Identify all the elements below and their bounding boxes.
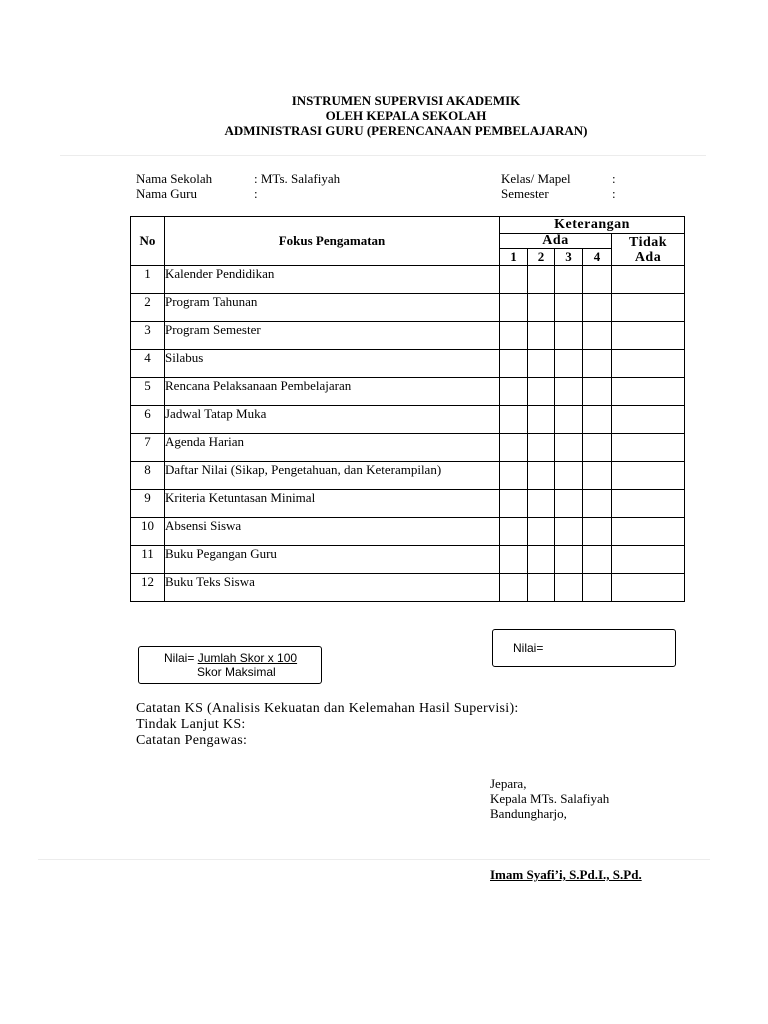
cell-score-1[interactable] — [500, 406, 528, 434]
cell-score-4[interactable] — [583, 350, 612, 378]
notes-section — [136, 701, 519, 749]
row-number: 2 — [131, 294, 165, 322]
header-fokus-pengamatan: Fokus Pengamatan — [165, 217, 500, 266]
header-score-2: 2 — [528, 249, 555, 266]
cell-tidak-ada[interactable] — [612, 322, 685, 350]
cell-score-3[interactable] — [555, 266, 583, 294]
row-number: 11 — [131, 546, 165, 574]
cell-score-1[interactable] — [500, 546, 528, 574]
kelas-mapel-label: Kelas/ Mapel — [501, 171, 571, 186]
cell-score-1[interactable] — [500, 378, 528, 406]
table-row — [131, 322, 685, 350]
row-number: 8 — [131, 462, 165, 490]
cell-score-2[interactable] — [528, 546, 555, 574]
cell-score-3[interactable] — [555, 350, 583, 378]
tindak-lanjut-ks: Tindak Lanjut KS: — [136, 717, 246, 732]
cell-score-3[interactable] — [555, 518, 583, 546]
catatan-pengawas: Catatan Pengawas: — [136, 733, 248, 748]
table-row — [131, 294, 685, 322]
formula-numerator-line — [164, 651, 297, 665]
table-row — [131, 490, 685, 518]
header-score-4: 4 — [583, 249, 612, 266]
cell-score-1[interactable] — [500, 462, 528, 490]
formula-prefix: Nilai= — [164, 651, 198, 665]
cell-tidak-ada[interactable] — [612, 294, 685, 322]
row-fokus: Agenda Harian — [165, 434, 500, 462]
cell-tidak-ada[interactable] — [612, 378, 685, 406]
cell-score-2[interactable] — [528, 490, 555, 518]
cell-score-4[interactable] — [583, 266, 612, 294]
kelas-mapel-value: : — [612, 171, 616, 186]
cell-score-1[interactable] — [500, 574, 528, 602]
cell-score-2[interactable] — [528, 378, 555, 406]
signer-name: Imam Syafi’i, S.Pd.I., S.Pd. — [490, 867, 642, 882]
row-fokus: Buku Teks Siswa — [165, 574, 500, 602]
table-row — [131, 546, 685, 574]
header-score-1: 1 — [500, 249, 528, 266]
signature-block — [490, 776, 609, 821]
header-tidak-ada-line2: Ada — [634, 250, 662, 265]
semester-value: : — [612, 186, 616, 201]
signature-location: Bandungharjo, — [490, 806, 567, 821]
cell-tidak-ada[interactable] — [612, 406, 685, 434]
cell-score-4[interactable] — [583, 518, 612, 546]
table-row — [131, 350, 685, 378]
row-fokus: Buku Pegangan Guru — [165, 546, 500, 574]
cell-score-3[interactable] — [555, 294, 583, 322]
cell-score-3[interactable] — [555, 322, 583, 350]
nama-guru-value: : — [254, 186, 258, 201]
info-left — [136, 171, 376, 203]
row-fokus: Rencana Pelaksanaan Pembelajaran — [165, 378, 500, 406]
header-tidak-ada — [612, 234, 685, 266]
row-number: 1 — [131, 266, 165, 294]
cell-score-3[interactable] — [555, 574, 583, 602]
cell-score-3[interactable] — [555, 406, 583, 434]
table-row — [131, 266, 685, 294]
cell-score-2[interactable] — [528, 350, 555, 378]
nama-guru-label: Nama Guru — [136, 186, 198, 201]
row-number: 10 — [131, 518, 165, 546]
title-line-3: ADMINISTRASI GURU (PERENCANAAN PEMBELAJARAN) — [224, 123, 588, 138]
cell-score-4[interactable] — [583, 462, 612, 490]
formula-denominator: Skor Maksimal — [197, 665, 276, 679]
row-number: 7 — [131, 434, 165, 462]
nilai-box[interactable] — [492, 629, 676, 667]
row-number: 4 — [131, 350, 165, 378]
header-no: No — [131, 217, 165, 266]
nilai-label: Nilai= — [513, 641, 544, 655]
cell-score-1[interactable] — [500, 266, 528, 294]
cell-score-4[interactable] — [583, 378, 612, 406]
observation-table — [130, 216, 685, 602]
cell-score-4[interactable] — [583, 434, 612, 462]
cell-score-3[interactable] — [555, 462, 583, 490]
cell-tidak-ada[interactable] — [612, 490, 685, 518]
cell-score-1[interactable] — [500, 322, 528, 350]
cell-score-1[interactable] — [500, 490, 528, 518]
cell-score-4[interactable] — [583, 322, 612, 350]
table-row — [131, 518, 685, 546]
cell-score-4[interactable] — [583, 490, 612, 518]
info-right — [501, 171, 631, 203]
header-tidak-ada-line1: Tidak — [629, 235, 668, 250]
document-title — [0, 93, 768, 138]
cell-score-3[interactable] — [555, 546, 583, 574]
cell-score-4[interactable] — [583, 546, 612, 574]
cell-tidak-ada[interactable] — [612, 266, 685, 294]
row-fokus: Daftar Nilai (Sikap, Pengetahuan, dan Keterampilan) — [165, 462, 500, 490]
cell-tidak-ada[interactable] — [612, 574, 685, 602]
row-fokus: Kriteria Ketuntasan Minimal — [165, 490, 500, 518]
cell-score-3[interactable] — [555, 490, 583, 518]
cell-score-4[interactable] — [583, 406, 612, 434]
row-number: 12 — [131, 574, 165, 602]
table-row — [131, 462, 685, 490]
catatan-ks: Catatan KS (Analisis Kekuatan dan Kelemahan Hasil Supervisi): — [136, 701, 519, 716]
cell-tidak-ada[interactable] — [612, 434, 685, 462]
nama-sekolah-label: Nama Sekolah — [136, 171, 213, 186]
cell-score-2[interactable] — [528, 518, 555, 546]
row-fokus: Program Tahunan — [165, 294, 500, 322]
cell-score-1[interactable] — [500, 434, 528, 462]
cell-tidak-ada[interactable] — [612, 462, 685, 490]
header-ada: Ada — [500, 234, 612, 249]
signature-place: Jepara, — [490, 776, 527, 791]
score-formula-box — [138, 646, 322, 684]
row-fokus: Silabus — [165, 350, 500, 378]
row-fokus: Jadwal Tatap Muka — [165, 406, 500, 434]
nama-sekolah-value: : MTs. Salafiyah — [254, 171, 341, 186]
semester-label: Semester — [501, 186, 549, 201]
cell-score-2[interactable] — [528, 462, 555, 490]
cell-tidak-ada[interactable] — [612, 518, 685, 546]
row-number: 5 — [131, 378, 165, 406]
table-row — [131, 434, 685, 462]
row-number: 3 — [131, 322, 165, 350]
row-fokus: Program Semester — [165, 322, 500, 350]
cell-score-1[interactable] — [500, 294, 528, 322]
cell-score-1[interactable] — [500, 350, 528, 378]
table-row — [131, 378, 685, 406]
cell-score-4[interactable] — [583, 574, 612, 602]
formula-numerator: Jumlah Skor x 100 — [197, 651, 298, 665]
row-number: 9 — [131, 490, 165, 518]
signature-position: Kepala MTs. Salafiyah — [490, 791, 610, 806]
cell-score-2[interactable] — [528, 434, 555, 462]
header-score-3: 3 — [555, 249, 583, 266]
cell-score-2[interactable] — [528, 322, 555, 350]
table-row — [131, 406, 685, 434]
cell-score-3[interactable] — [555, 378, 583, 406]
table-row — [131, 574, 685, 602]
cell-score-2[interactable] — [528, 294, 555, 322]
cell-score-4[interactable] — [583, 294, 612, 322]
cell-score-1[interactable] — [500, 518, 528, 546]
cell-score-2[interactable] — [528, 574, 555, 602]
cell-score-2[interactable] — [528, 406, 555, 434]
divider-bottom — [38, 859, 710, 860]
title-line-2: OLEH KEPALA SEKOLAH — [325, 108, 487, 123]
title-line-1: INSTRUMEN SUPERVISI AKADEMIK — [291, 93, 521, 108]
divider-top — [60, 155, 706, 156]
cell-tidak-ada[interactable] — [612, 546, 685, 574]
cell-score-2[interactable] — [528, 266, 555, 294]
cell-score-3[interactable] — [555, 434, 583, 462]
row-number: 6 — [131, 406, 165, 434]
row-fokus: Kalender Pendidikan — [165, 266, 500, 294]
row-fokus: Absensi Siswa — [165, 518, 500, 546]
cell-tidak-ada[interactable] — [612, 350, 685, 378]
header-keterangan: Keterangan — [500, 217, 685, 234]
